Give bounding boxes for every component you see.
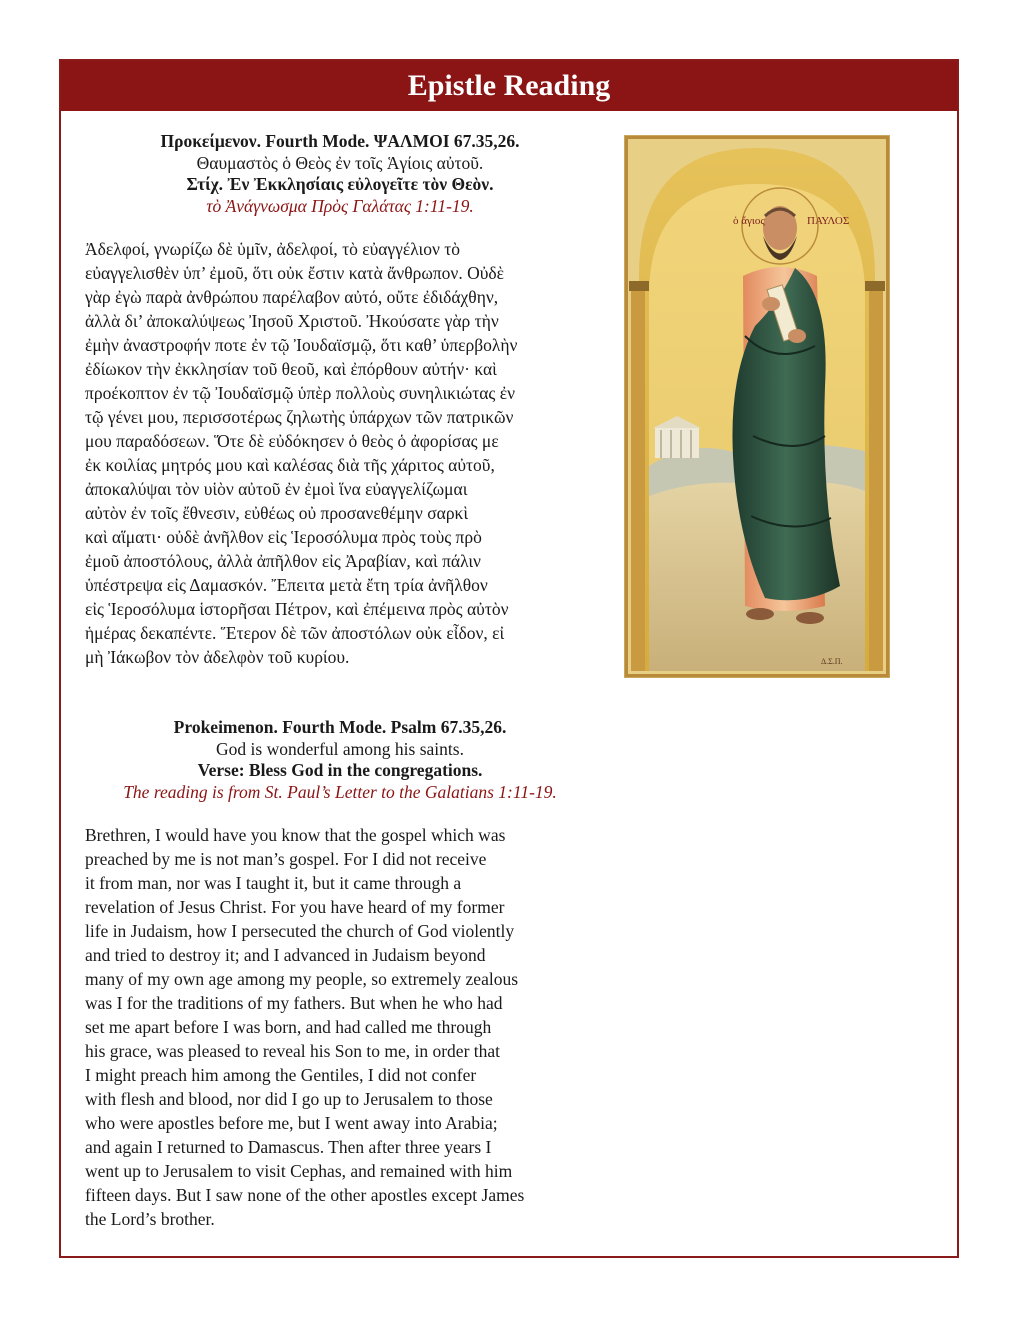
- english-reading-line: set me apart before I was born, and had called me through: [85, 1017, 492, 1037]
- english-reading-line: and tried to destroy it; and I advanced in Judaism beyond: [85, 945, 486, 965]
- greek-reading-line: ἐκ κοιλίας μητρός μου καὶ καλέσας διὰ τῆς χάριτος αὐτοῦ,: [85, 455, 495, 475]
- greek-citation: τὸ Ἀνάγνωσμα Πρὸς Γαλάτας 1:11-19.: [206, 195, 474, 216]
- english-reading-line: was I for the traditions of my fathers. But when he who had: [85, 993, 503, 1013]
- greek-reading-line: εἰς Ἱεροσόλυμα ἱστορῆσαι Πέτρον, καὶ ἐπέμεινα πρὸς αὐτὸν: [85, 599, 509, 619]
- greek-reading-line: ἐδίωκον τὴν ἐκκλησίαν τοῦ θεοῦ, καὶ ἐπόρθουν αὐτήν· καὶ: [85, 359, 497, 379]
- english-reading-line: his grace, was pleased to reveal his Son to me, in order that: [85, 1041, 501, 1061]
- greek-reading-line: καὶ αἵματι· οὐδὲ ἀνῆλθον εἰς Ἱεροσόλυμα πρὸς τοὺς πρὸ: [85, 527, 482, 547]
- english-reading-line: the Lord’s brother.: [85, 1209, 215, 1229]
- greek-reading-line: εὐαγγελισθὲν ὑπ’ ἐμοῦ, ὅτι οὐκ ἔστιν κατὰ ἄνθρωπον. Οὐδὲ: [85, 263, 504, 283]
- greek-reading-line: Ἀδελφοί, γνωρίζω δὲ ὑμῖν, ἀδελφοί, τὸ εὐαγγέλιον τὸ: [85, 239, 461, 259]
- english-prokeimenon-heading: Prokeimenon. Fourth Mode. Psalm 67.35,26.: [173, 717, 507, 737]
- greek-prokeimenon-heading: Προκείμενον. Fourth Mode. ΨΑΛΜΟΙ 67.35,26.: [160, 131, 520, 151]
- english-reading-line: who were apostles before me, but I went away into Arabia;: [85, 1113, 498, 1133]
- greek-refrain: Θαυμαστὸς ὁ Θεὸς ἐν τοῖς Ἁγίοις αὐτοῦ.: [196, 152, 484, 173]
- english-reading-line: and again I returned to Damascus. Then after three years I: [85, 1137, 492, 1157]
- english-reading-line: fifteen days. But I saw none of the other apostles except James: [85, 1185, 525, 1205]
- greek-prokeimenon-block: [85, 131, 595, 217]
- greek-reading-line: γὰρ ἐγὼ παρὰ ἀνθρώπου παρέλαβον αὐτό, οὔτε ἐδιδάχθην,: [85, 287, 499, 307]
- greek-reading-line: τῷ γένει μου, περισσοτέρως ζηλωτὴς ὑπάρχων τῶν πατρικῶν: [85, 407, 514, 427]
- greek-reading-line: ἐμοῦ ἀποστόλους, ἀλλὰ ἀπῆλθον εἰς Ἀραβίαν, καὶ πάλιν: [85, 551, 481, 571]
- greek-reading-line: μὴ Ἰάκωβον τὸν ἀδελφὸν τοῦ κυρίου.: [85, 647, 350, 667]
- greek-reading-line: αὐτὸν ἐν τοῖς ἔθνεσιν, εὐθέως οὐ προσανεθέμην σαρκὶ: [85, 503, 469, 523]
- icon-inscription-left: ὁ ἅγιος: [733, 215, 765, 227]
- english-reading-text: [85, 823, 595, 1231]
- english-reading-line: many of my own age among my people, so extremely zealous: [85, 969, 519, 989]
- icon-inscription-right: ΠΑΥΛΟΣ: [807, 215, 850, 227]
- greek-reading-line: ὑπέστρεψα εἰς Δαμασκόν. Ἔπειτα μετὰ ἔτη τρία ἀνῆλθον: [85, 575, 488, 595]
- english-reading-line: preached by me is not man’s gospel. For I did not receive: [85, 849, 487, 869]
- icon-signature: Δ.Σ.Π.: [821, 657, 843, 666]
- english-reading-line: Brethren, I would have you know that the gospel which was: [85, 825, 506, 845]
- page-title: Epistle Reading: [61, 61, 957, 111]
- english-prokeimenon-block: [85, 717, 595, 803]
- greek-verse: Στίχ. Ἐν Ἐκκλησίαις εὐλογεῖτε τὸν Θεὸν.: [186, 174, 494, 194]
- greek-reading-line: ἀποκαλύψαι τὸν υἱὸν αὐτοῦ ἐν ἐμοὶ ἵνα εὐαγγελίζωμαι: [85, 479, 468, 499]
- english-reading-line: I might preach him among the Gentiles, I did not confer: [85, 1065, 477, 1085]
- epistle-frame: [59, 59, 959, 1258]
- english-section: [85, 717, 595, 1231]
- english-reading-line: it from man, nor was I taught it, but it came through a: [85, 873, 462, 893]
- greek-reading-line: ἀλλὰ δι’ ἀποκαλύψεως Ἰησοῦ Χριστοῦ. Ἠκούσατε γὰρ τὴν: [85, 311, 499, 331]
- english-refrain: God is wonderful among his saints.: [216, 738, 464, 759]
- greek-reading-line: προέκοπτον ἐν τῷ Ἰουδαϊσμῷ ὑπὲρ πολλοὺς συνηλικιώτας ἐν: [85, 383, 515, 403]
- english-citation: The reading is from St. Paul’s Letter to the Galatians 1:11-19.: [123, 781, 557, 802]
- english-reading-line: life in Judaism, how I persecuted the church of God violently: [85, 921, 515, 941]
- greek-reading-text: [85, 237, 595, 669]
- saint-paul-icon-image: [624, 135, 890, 678]
- english-reading-line: with flesh and blood, nor did I go up to Jerusalem to those: [85, 1089, 493, 1109]
- greek-reading-line: ἡμέρας δεκαπέντε. Ἕτερον δὲ τῶν ἀποστόλων οὐκ εἶδον, εἰ: [85, 623, 505, 643]
- english-reading-line: revelation of Jesus Christ. For you have heard of my former: [85, 897, 505, 917]
- greek-reading-line: μου παραδόσεων. Ὅτε δὲ εὐδόκησεν ὁ θεὸς ὁ ἀφορίσας με: [85, 431, 499, 451]
- greek-reading-line: ἐμὴν ἀναστροφήν ποτε ἐν τῷ Ἰουδαϊσμῷ, ὅτι καθ’ ὑπερβολὴν: [85, 335, 518, 355]
- english-reading-line: went up to Jerusalem to visit Cephas, and remained with him: [85, 1161, 513, 1181]
- icon-painting: [625, 136, 889, 677]
- greek-section: [85, 131, 595, 669]
- english-verse: Verse: Bless God in the congregations.: [197, 760, 483, 780]
